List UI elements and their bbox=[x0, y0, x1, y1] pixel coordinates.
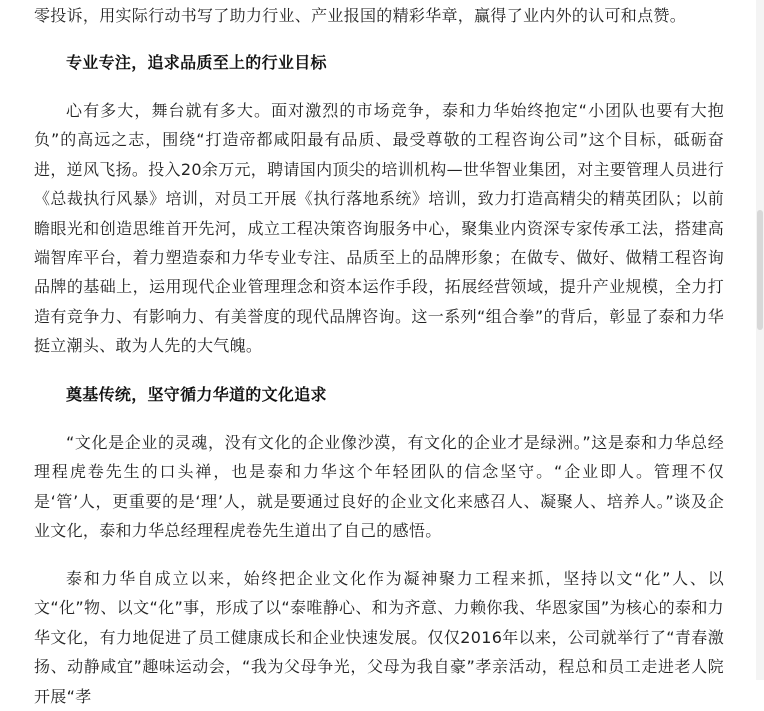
section-paragraph-culture-quote: “文化是企业的灵魂，没有文化的企业像沙漠，有文化的企业才是绿洲。”这是泰和力华总经理程虎卷先生的口头禅，也是泰和力华这个年轻团队的信念坚守。“企业即人。管理不仅是‘管’人，更重要的是‘理’人，就是要通过良好的企业文化来感召人、凝聚人、培养人。”谈及企业文化，泰和力华总经理程虎卷先生道出了自己的感悟。 bbox=[34, 433, 724, 541]
section-paragraph-professional-focus: 心有多大，舞台就有多大。面对激烈的市场竞争，泰和力华始终抱定“小团队也要有大抱负”的高远之志，围绕“打造帝都咸阳最有品质、最受尊敬的工程咨询公司”这个目标，砥砺奋进，逆风飞扬。投入20余万元，聘请国内顶尖的培训机构—世华智业集团，对主要管理人员进行《总裁执行风暴》培训，对员工开展《执行落地系统》培训，致力打造高精尖的精英团队；以前瞻眼光和创造思维首开先河，成立工程决策咨询服务中心，聚集业内资深专家传承工法，搭建高端智库平台，着力塑造泰和力华专业专注、品质至上的品牌形象；在做专、做好、做精工程咨询品牌的基础上，运用现代企业管理理念和资本运作手段，拓展经营领域，提升产业规模，全力打造有竞争力、有影响力、有美誉度的现代品牌咨询。这一系列“组合拳”的背后，彰显了泰和力华挺立潮头、敢为人先的大气魄。 bbox=[34, 101, 724, 356]
section-heading-professional-focus: 专业专注，追求品质至上的行业目标 bbox=[66, 53, 327, 72]
section-heading-culture: 奠基传统，坚守循力华道的文化追求 bbox=[66, 385, 327, 404]
section-paragraph-culture-activities: 泰和力华自成立以来，始终把企业文化作为凝神聚力工程来抓，坚持以文“化”人、以文“化”物、以文“化”事，形成了以“泰唯静心、和为齐意、力赖你我、华恩家国”为核心的泰和力华文化，有力地促进了员工健康成长和企业快速发展。仅仅2016年以来，公司就举行了“青春激扬、动静咸宜”趣味运动会，“我为父母争光，父母为我自豪”孝亲活动，程总和员工走进老人院开展“孝 bbox=[34, 569, 724, 706]
page-scrollbar[interactable] bbox=[756, 0, 764, 680]
scrollbar-thumb[interactable] bbox=[757, 210, 763, 330]
intro-paragraph-tail: 零投诉，用实际行动书写了助力行业、产业报国的精彩华章，赢得了业内外的认可和点赞。 bbox=[34, 6, 687, 25]
